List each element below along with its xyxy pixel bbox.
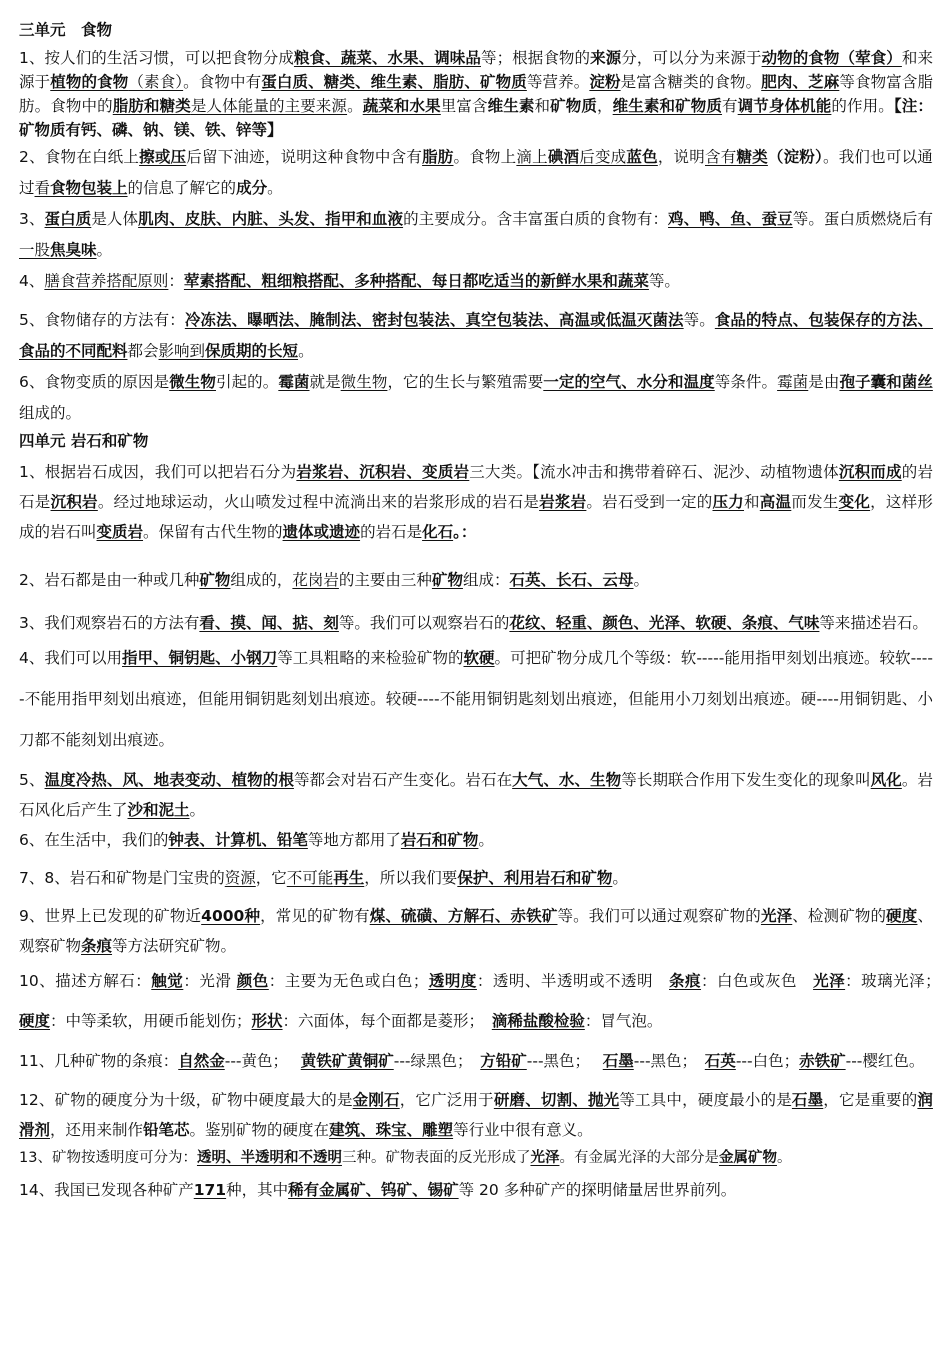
text-run: 脂肪和糖类 (112, 97, 191, 115)
text-run: 铅笔芯 (143, 1121, 190, 1139)
text-run: 。 (298, 342, 314, 360)
text-run: 肥肉、芝麻 (761, 73, 840, 91)
text-run: 4、我们可以用 (19, 649, 123, 667)
text-run: 研磨、切割、抛光 (493, 1091, 620, 1109)
text-run: 等地方都用了 (307, 831, 401, 849)
document-page (19, 18, 949, 1205)
text-run: 1、根据岩石成因，我们可以把岩石分为 (19, 463, 297, 481)
text-run: 高温 (759, 493, 792, 511)
text-run: 。岩石风化后产生了 (19, 771, 933, 819)
text-run: 的信息了解它的 (127, 179, 237, 197)
text-run: 12、矿物的硬度分为十级，矿物中硬度最大的是 (19, 1091, 353, 1109)
text-run: 资源 (224, 869, 256, 887)
text-run: 食物包装上 (50, 179, 128, 197)
text-run: 荤素搭配、粗细粮搭配、多种搭配、每日都吃适当的新鲜水果和蔬菜 (183, 272, 649, 290)
text-run: 3、我们观察岩石的方法有 (19, 614, 200, 632)
unit4-item-3 (19, 608, 933, 638)
text-run: 。我们也可以通过 (19, 148, 933, 197)
text-run: 透明、半透明和不透明 (196, 1150, 342, 1166)
text-run: 光泽 (813, 972, 846, 990)
text-run: 7、8、岩石和矿物是门宝贵的 (19, 869, 225, 887)
text-run: 沙和泥土 (127, 801, 190, 819)
unit4-item-13 (19, 1145, 933, 1171)
text-run: 花纹、轻重、颜色、光泽、软硬、条痕、气味 (509, 614, 820, 632)
text-run: 岩浆岩 (539, 493, 587, 511)
text-run: 焦臭味 (50, 241, 97, 259)
unit3-item-4 (19, 266, 933, 297)
text-run: 成分 (236, 179, 268, 197)
text-run: 赤铁矿 (799, 1052, 846, 1070)
text-run: ，它 (255, 869, 287, 887)
text-run: 。： (453, 523, 477, 541)
text-run: 润滑剂 (19, 1091, 933, 1139)
text-run: ---樱红色。 (845, 1052, 925, 1070)
text-run: 压力 (712, 493, 745, 511)
text-run: 组成的， (230, 571, 293, 589)
text-run: 温度冷热、风、地表变动、植物的根 (44, 771, 294, 789)
text-run: 组成： (462, 571, 510, 589)
unit3-item-2 (19, 142, 933, 204)
text-run: 花岗岩 (292, 571, 339, 589)
text-run: ---黑色； (526, 1052, 603, 1070)
text-run: 维生素 (487, 97, 535, 115)
text-run: 淀粉 (589, 73, 621, 91)
text-run: 矿物 (431, 571, 463, 589)
text-run: 的作用。 (831, 97, 894, 115)
text-run: 透明度 (428, 972, 477, 990)
unit4-item-14 (19, 1175, 933, 1205)
text-run: 5、食物储存的方法有： (19, 311, 185, 329)
text-run: 三大类。【流水冲击和携带着碎石、泥沙、动植物遗体 (469, 463, 839, 481)
text-run: 滴稀盐酸检验 (491, 1012, 585, 1030)
text-run: 石墨 (602, 1052, 634, 1070)
text-run: 后变成 (579, 148, 627, 166)
unit4-item-6 (19, 825, 933, 855)
text-run: 条痕 (669, 972, 702, 990)
text-run: 。可把矿物分成几个等级：软-----能用指甲刻划出痕迹。较软-----不能用指甲刻划出痕迹，但能用铜钥匙刻划出痕迹。较硬----不能用铜钥匙刻划出痕迹，但能用小刀刻划出痕迹。硬----用铜钥匙、小刀都不能刻划出痕迹。 (19, 649, 933, 749)
unit4-item-7-8 (19, 863, 933, 893)
text-run: 三种。矿物表面的反光形成了 (341, 1150, 531, 1166)
text-run: 霉菌 (278, 373, 310, 391)
unit4-item-10 (19, 961, 949, 1041)
text-run: 稀有金属矿、钨矿、锡矿 (288, 1181, 459, 1199)
text-run: 光泽 (530, 1150, 560, 1166)
text-run: ： (168, 272, 184, 290)
text-run: 。 (612, 869, 628, 887)
text-run: 滴上 (516, 148, 548, 166)
text-run: 沉积岩 (50, 493, 98, 511)
text-run: 变化 (838, 493, 871, 511)
text-run: 。 (347, 97, 363, 115)
unit3-item-6 (19, 367, 933, 429)
text-run: 变质岩 (96, 523, 144, 541)
text-run: 自然金 (178, 1052, 225, 1070)
text-run: 。有金属光泽的大部分是 (559, 1150, 719, 1166)
text-run: 食品的特点、包装保存的方法、食品的不同配料 (19, 311, 933, 360)
text-run: ：冒气泡。 (584, 1012, 663, 1030)
text-run: 等食物富含脂肪。食物中的 (19, 73, 933, 115)
text-run: 种，其中 (226, 1181, 289, 1199)
unit3-item-3 (19, 204, 933, 266)
text-run: 等营养。 (526, 73, 590, 91)
unit3-item-5 (19, 305, 933, 367)
text-run: 触觉 (151, 972, 184, 990)
text-run: 岩石和矿物 (400, 831, 479, 849)
text-run: 引起的。 (215, 373, 279, 391)
text-run: ，还用来制作 (50, 1121, 144, 1139)
text-run: 等 20 多种矿产的探明储量居世界前列。 (458, 1181, 737, 1199)
text-run: 石英 (704, 1052, 736, 1070)
text-run: 矿物 (199, 571, 231, 589)
text-run: 影响到 (158, 342, 206, 360)
unit3-heading: 三单元 食物 (19, 21, 113, 39)
text-run: ， (597, 97, 613, 115)
text-run: 。 (633, 571, 649, 589)
text-run: ：中等柔软，用硬币能划伤； (50, 1012, 252, 1030)
text-run: 脂肪 (422, 148, 454, 166)
text-run: 蔬菜和水果 (362, 97, 441, 115)
text-run: 黄铁矿黄铜矿 (300, 1052, 394, 1070)
text-run: 保护、利用岩石和矿物 (457, 869, 613, 887)
text-run: 化石 (422, 523, 454, 541)
text-run: 看 (34, 179, 51, 197)
text-run: 条痕 (81, 937, 113, 955)
text-run: 石英、长石、云母 (509, 571, 634, 589)
text-run: 里富含 (440, 97, 488, 115)
text-run: （素食） (128, 73, 184, 91)
text-run: 等。我们可以观察岩石的 (338, 614, 510, 632)
text-run: 来源 (590, 49, 622, 67)
unit4-item-11 (19, 1041, 933, 1081)
text-run: ，它是重要的 (823, 1091, 918, 1109)
text-run: 。鉴别矿物的硬度在 (189, 1121, 330, 1139)
text-run: ，常见的矿物有 (260, 907, 370, 925)
text-run: 膳食营养搭配原则 (44, 272, 169, 290)
text-run: 4、 (19, 272, 45, 290)
unit4-item-12 (19, 1085, 933, 1145)
text-run: 的主要成分。含丰富蛋白质的食物有： (403, 210, 669, 228)
text-run: 钟表、计算机、铅笔 (168, 831, 308, 849)
text-run: 等方法研究矿物。 (112, 937, 237, 955)
text-run: 14、我国已发现各种矿产 (19, 1181, 194, 1199)
text-run: 。食物上 (453, 148, 517, 166)
text-run: 软硬 (463, 649, 495, 667)
text-run: 形状 (251, 1012, 283, 1030)
text-run: 等长期联合作用下发生变化的现象叫 (621, 771, 871, 789)
text-run: 遗体或遗迹 (282, 523, 361, 541)
text-run: 冷冻法、曝晒法、腌制法、密封包装法、真空包装法、高温或低温灭菌法 (184, 311, 684, 329)
text-run: 。经过地球运动，火山喷发过程中流淌出来的岩浆形成的岩石是 (97, 493, 540, 511)
text-run: 蛋白质、糖类、维生素、脂肪、矿物质 (261, 73, 527, 91)
unit4-item-9 (19, 901, 933, 961)
text-run: 6、食物变质的原因是 (19, 373, 170, 391)
text-run: 大气、水、生物 (512, 771, 622, 789)
text-run: 建筑、珠宝、雕塑 (329, 1121, 454, 1139)
text-run: 沉积而成 (838, 463, 902, 481)
text-run: 微生物 (340, 373, 388, 391)
text-run: ，它的生长与繁殖需要 (387, 373, 544, 391)
text-run: ，这样形成的岩石叫 (19, 493, 933, 541)
text-run: 后留下油迹，说明这种食物中含有 (186, 148, 423, 166)
text-run: 等。 (683, 311, 715, 329)
text-run: 金属矿物 (718, 1150, 777, 1166)
text-run: 等；根据食物的 (480, 49, 591, 67)
text-run: ---黑色； (633, 1052, 705, 1070)
text-run: 方铅矿 (480, 1052, 527, 1070)
text-run: 【注：矿物质有钙、磷、钠、镁、铁、锌等】 (19, 97, 933, 139)
text-run: 等。我们可以通过观察矿物的 (557, 907, 761, 925)
text-run: 金刚石 (352, 1091, 400, 1109)
text-run: ，说明 (657, 148, 705, 166)
text-run: （淀粉） (767, 148, 823, 166)
text-run: 的主要由三种 (338, 571, 432, 589)
text-run: 等工具粗略的来检验矿物的 (277, 649, 464, 667)
text-run: 6、在生活中，我们的 (19, 831, 169, 849)
text-run: 煤、硫磺、方解石、赤铁矿 (369, 907, 558, 925)
text-run: 指甲、铜钥匙、小钢刀 (122, 649, 278, 667)
text-run: 和来源于 (19, 49, 933, 91)
text-run: 等都会对岩石产生变化。岩石在 (293, 771, 513, 789)
text-run: 组成的。 (19, 404, 82, 422)
unit4-item-4 (19, 638, 933, 761)
unit4-item-1 (19, 457, 933, 547)
text-run: ，所以我们要 (364, 869, 458, 887)
text-run: 9、世界上已发现的矿物近 (19, 907, 202, 925)
text-run: 5、 (19, 771, 45, 789)
text-run: 动物的食物（荤食） (761, 49, 902, 67)
text-run: 都会 (127, 342, 159, 360)
text-run: 的岩石是 (360, 523, 423, 541)
text-run: ---黄色； (224, 1052, 301, 1070)
text-run: 。 (267, 179, 283, 197)
text-run: 而发生 (791, 493, 839, 511)
text-run: 光泽 (760, 907, 793, 925)
text-run: 蓝色 (626, 148, 658, 166)
text-run: 。 (96, 241, 113, 259)
text-run: 。食物中有 (183, 73, 262, 91)
text-run: 、观察矿物 (19, 907, 933, 955)
text-run: 等。 (648, 272, 680, 290)
text-run: 的岩石是 (19, 463, 933, 511)
text-run: 岩浆岩、沉积岩、变质岩 (296, 463, 470, 481)
text-run: 植物的食物 (50, 73, 129, 91)
unit3-item-1 (19, 46, 933, 142)
text-run: 硬度 (886, 907, 918, 925)
text-run: 2、食物在白纸上 (19, 148, 140, 166)
text-run: 和 (534, 97, 551, 115)
text-run: 是富含糖类的食物。 (620, 73, 762, 91)
text-run: 。 (776, 1150, 792, 1166)
text-run: ，它广泛用于 (399, 1091, 494, 1109)
text-run: 一定的空气、水分和温度 (543, 373, 715, 391)
text-run: 。保留有古代生物的 (143, 523, 283, 541)
text-run: 糖类 (736, 148, 768, 166)
text-run: 。岩石受到一定的 (586, 493, 713, 511)
text-run: 等行业中很有意义。 (453, 1121, 593, 1139)
text-run: ：白色或灰色 (701, 972, 814, 990)
text-run: 颜色 (236, 972, 269, 990)
text-run: 再生 (333, 869, 365, 887)
text-run: 不可能 (286, 869, 334, 887)
text-run: 碘酒 (547, 148, 580, 166)
text-run: 13、矿物按透明度可分为： (19, 1150, 197, 1166)
text-run: 3、 (19, 210, 45, 228)
text-run: 调节身体机能 (737, 97, 832, 115)
text-run: 和 (744, 493, 760, 511)
text-run: 。 (478, 831, 494, 849)
text-run: 蛋白质 (44, 210, 92, 228)
text-run: 等条件。 (714, 373, 778, 391)
text-run: 等来描述岩石。 (819, 614, 928, 632)
text-run: ---白色； (735, 1052, 800, 1070)
text-run: 分，可以分为来源于 (621, 49, 762, 67)
text-run: 等。蛋白质燃烧后有 (792, 210, 933, 228)
text-run: ---绿黑色； (393, 1052, 481, 1070)
text-run: 是人体 (91, 210, 139, 228)
text-run: 10、描述方解石： (19, 972, 152, 990)
text-run: 。 (189, 801, 206, 819)
unit4-item-2 (19, 565, 933, 596)
text-run: 4000种 (201, 907, 261, 925)
text-run: 一股 (19, 241, 51, 259)
unit4-item-5 (19, 765, 933, 825)
text-run: 1、按人们的生活习惯，可以把食物分成 (19, 49, 294, 67)
text-run: 石墨 (791, 1091, 824, 1109)
text-run: 微生物 (169, 373, 216, 391)
text-run: 硬度 (19, 1012, 51, 1030)
text-run: 保质期的长短 (205, 342, 299, 360)
text-run: ：玻璃光泽； (845, 972, 949, 990)
text-run: 2、岩石都是由一种或几种 (19, 571, 200, 589)
text-run: 维生素和矿物质 (612, 97, 723, 115)
text-run: 171 (193, 1181, 227, 1199)
text-run: 11、几种矿物的条痕： (19, 1052, 179, 1070)
text-run: 有 (722, 97, 738, 115)
text-run: 看、摸、闻、掂、刻 (199, 614, 339, 632)
text-run: 鸡、鸭、鱼、蚕豆 (668, 210, 793, 228)
text-run: ：六面体，每个面都是菱形； (282, 1012, 492, 1030)
text-run: 肌肉、皮肤、内脏、头发、指甲和血液 (138, 210, 404, 228)
text-run: 粮食、蔬菜、水果、调味品 (293, 49, 481, 67)
text-run: 风化 (870, 771, 902, 789)
text-run: 是由 (808, 373, 840, 391)
text-run: ：透明、半透明或不透明 (476, 972, 669, 990)
text-run: 霉菌 (777, 373, 809, 391)
text-run: ：光滑 (183, 972, 237, 990)
text-run: ：主要为无色或白色； (268, 972, 429, 990)
text-run: 矿物质 (550, 97, 598, 115)
text-run: 含有 (705, 148, 737, 166)
unit4-heading: 四单元 岩石和矿物 (19, 432, 149, 450)
text-run: 等工具中，硬度最小的是 (619, 1091, 792, 1109)
text-run: 是人体能量的主要来源 (190, 97, 348, 115)
text-run: 就是 (309, 373, 341, 391)
text-run: 擦或压 (139, 148, 187, 166)
text-run: 、检测矿物的 (792, 907, 887, 925)
text-run: 孢子囊和菌丝 (839, 373, 933, 391)
